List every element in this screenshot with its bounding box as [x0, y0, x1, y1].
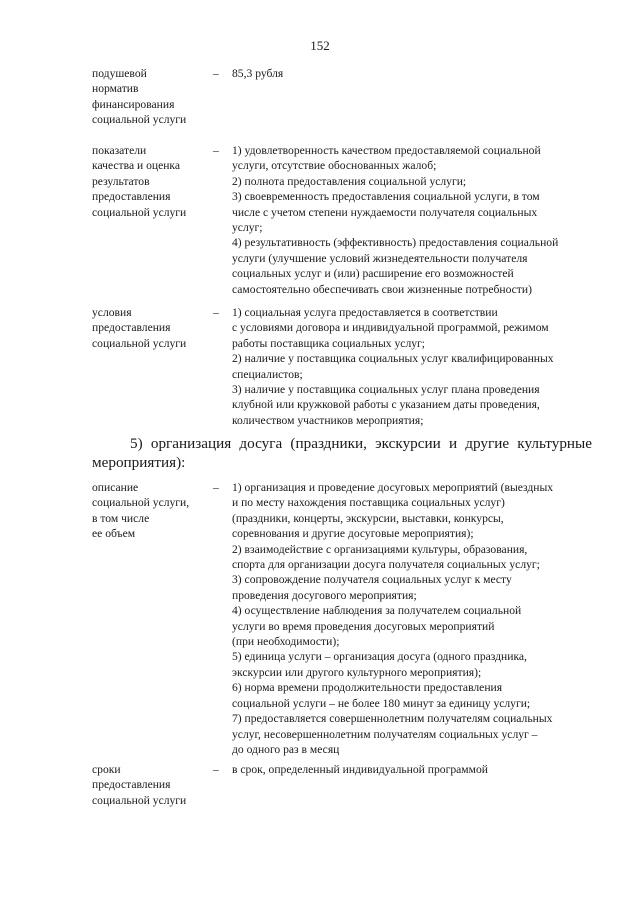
value-line: 5) единица услуги – организация досуга (одного праздника, экскурсии или другого культурного мероприятия); [232, 650, 527, 679]
section-heading-text: 5) организация досуга (праздники, экскурсии и другие культурные мероприятия): [92, 435, 592, 471]
row-label: показатели качества и оценка результатов предоставления социальной услуги [92, 144, 187, 219]
row-label: подушевой норматив финансирования социальной услуги [92, 67, 187, 127]
dash-separator: – [213, 144, 219, 157]
value-line: 7) предоставляется совершеннолетним получателям социальных услуг, несовершеннолетним получателям социальных услуг – до одного раз в месяц [232, 712, 553, 756]
value-line: 1) социальная услуга предоставляется в соответствии с условиями договора и индивидуальной программой, режимом работы поставщика социальных услуг; [232, 306, 549, 350]
row-value [232, 143, 592, 297]
value-line: 85,3 рубля [232, 67, 284, 80]
dash-separator: – [213, 763, 219, 776]
value-line: 3) сопровождение получателя социальных услуг к месту проведения досугового мероприятия; [232, 573, 512, 602]
dash-separator: – [213, 306, 219, 319]
row-label: описание социальной услуги, в том числе ее объем [92, 481, 190, 541]
value-line: 1) удовлетворенность качеством предоставляемой социальной услуги, отсутствие обоснованных жалоб; [232, 144, 541, 173]
value-line: 2) полнота предоставления социальной услуги; [232, 174, 467, 188]
row-value [232, 66, 592, 81]
value-line: 4) осуществление наблюдения за получателем социальной услуги во время проведения досуговых мероприятий (при необходимости); [232, 604, 522, 649]
page-number: 152 [310, 38, 330, 53]
value-line: 2) взаимодействие с организациями культуры, образования, спорта для организации досуга получателя социальных услуг; [232, 542, 540, 572]
dash-separator: – [213, 481, 219, 494]
value-line: 1) организация и проведение досуговых мероприятий (выездных и по месту нахождения поставщика социальных услуг) (праздники, концерты, экскурсии, выставки, конкурсы, соревнования и другие досуговые мероприятия); [232, 481, 554, 541]
row-value [232, 305, 592, 428]
value-line: 3) своевременность предоставления социальной услуги, в том числе с учетом степени нуждаемости получателя социальных услуг; [232, 190, 540, 235]
row-label: условия предоставления социальной услуги [92, 306, 187, 350]
section-heading [92, 434, 592, 472]
value-line: в срок, определенный индивидуальной программой [232, 763, 488, 776]
row-label: сроки предоставления социальной услуги [92, 763, 187, 807]
dash-separator: – [213, 67, 219, 80]
value-line: 3) наличие у поставщика социальных услуг плана проведения клубной или кружковой работы с указанием даты проведения, количеством участников мероприятия; [232, 383, 540, 427]
row-value [232, 762, 592, 777]
value-line: 2) наличие у поставщика социальных услуг квалифицированных специалистов; [232, 352, 554, 381]
value-line: 6) норма времени продолжительности предоставления социальной услуги – не более 180 минут за единицу услуги; [232, 681, 531, 710]
row-value [232, 480, 592, 757]
value-line: 4) результативность (эффективность) предоставления социальной услуги (улучшение условий жизнедеятельности получателя социальных услуг и (или) расширение его возможностей самостоятельно обеспечивать свои жизненные потребности) [232, 236, 559, 296]
